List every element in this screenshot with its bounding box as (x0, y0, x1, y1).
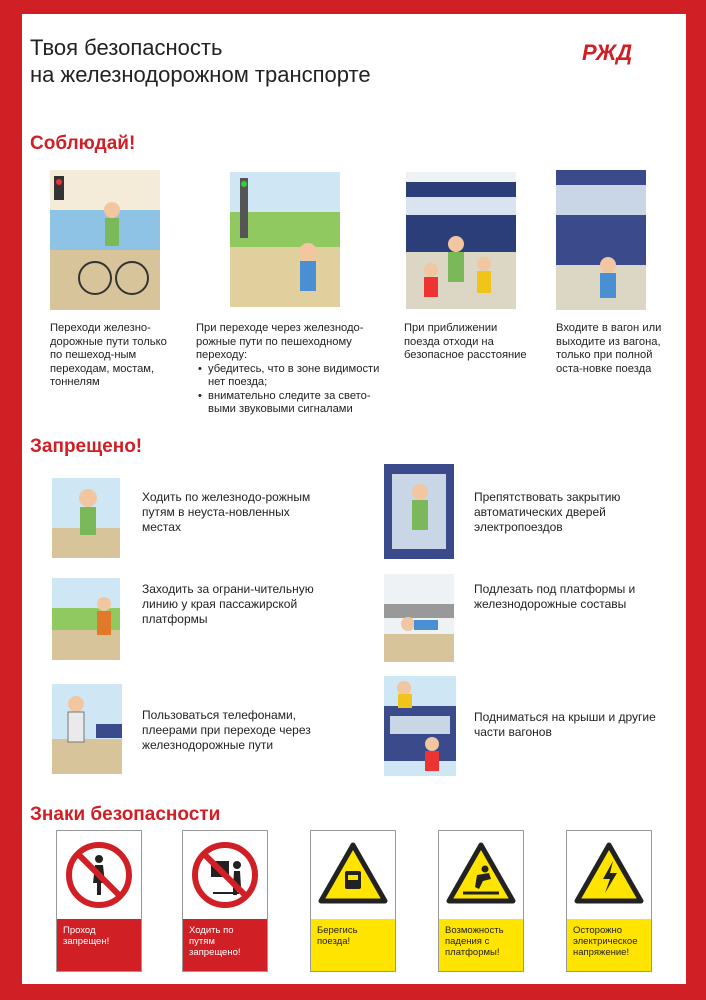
observe-illustration-3 (406, 172, 516, 309)
bullet-item: • внимательно следите за свето-выми звуковыми сигналами (208, 390, 396, 417)
climbing-roof-image (384, 676, 456, 776)
sign-label: Осторожно электрическое напряжение! (567, 919, 651, 971)
observe-caption-2-bullets (196, 363, 396, 417)
sign-no-passage (56, 830, 142, 972)
blocking-doors-image (384, 464, 454, 559)
platform-fall-icon (439, 831, 523, 915)
title-line-1: Твоя безопасность (30, 35, 223, 60)
sign-no-walking-tracks (182, 830, 268, 972)
forbidden-illustration-5 (52, 684, 122, 774)
title-line-2: на железнодорожном транспорте (30, 62, 371, 87)
observe-illustration-1 (50, 170, 160, 310)
approaching-train-image (406, 172, 516, 309)
beware-train-icon (311, 831, 395, 915)
walking-on-tracks-image (52, 478, 120, 558)
forbidden-text-1: Ходить по железнодо-рожным путям в неуста-новленных местах (142, 490, 311, 534)
cyclist-crossing-image (50, 170, 160, 310)
platform-edge-image (52, 578, 120, 660)
forbidden-text-2: Препятствовать закрытию автоматических дверей электропоездов (474, 490, 621, 534)
forbidden-heading: Запрещено! (30, 436, 143, 457)
high-voltage-icon (567, 831, 651, 915)
observe-illustration-2 (230, 172, 340, 307)
forbidden-illustration-2 (384, 464, 454, 559)
forbidden-text-6: Подниматься на крыши и другие части вагонов (474, 710, 656, 739)
rzd-logo (580, 36, 640, 66)
observe-caption-4: Входите в вагон или выходите из вагона, только при полной оста-новке поезда (556, 322, 662, 375)
sign-label: Ходить по путям запрещено! (183, 919, 267, 971)
observe-caption-2 (196, 322, 396, 417)
forbidden-illustration-3 (52, 578, 120, 660)
sign-label: Проход запрещен! (57, 919, 141, 971)
sign-platform-fall (438, 830, 524, 972)
forbidden-text-3: Заходить за ограни-чительную линию у края пассажирской платформы (142, 582, 314, 626)
train-boarding-image (556, 170, 646, 310)
sign-label: Возможность падения с платформы! (439, 919, 523, 971)
forbidden-text-5: Пользоваться телефонами, плеерами при переходе через железнодорожные пути (142, 708, 311, 752)
observe-heading: Соблюдай! (30, 133, 136, 154)
forbidden-illustration-6 (384, 676, 456, 776)
crawling-under-image (384, 574, 454, 662)
signs-heading: Знаки безопасности (30, 804, 221, 825)
forbidden-illustration-1 (52, 478, 120, 558)
bullet-item: • убедитесь, что в зоне видимости нет поезда; (208, 363, 396, 390)
poster-title (30, 34, 371, 88)
logo-text: РЖД (582, 40, 633, 65)
pedestrian-crossing-image (230, 172, 340, 307)
sign-high-voltage (566, 830, 652, 972)
sign-label: Берегись поезда! (311, 919, 395, 971)
observe-caption-2-text: При переходе через железнодо-рожные пути по пешеходному переходу: (196, 322, 364, 361)
observe-caption-3: При приближении поезда отходи на безопасное расстояние (404, 322, 527, 361)
observe-caption-1: Переходи железно-дорожные пути только по пешеход-ным переходам, мостам, тоннелям (50, 322, 167, 388)
no-walking-on-tracks-icon (183, 831, 267, 915)
no-passage-icon (57, 831, 141, 915)
forbidden-illustration-4 (384, 574, 454, 662)
sign-beware-train (310, 830, 396, 972)
phone-on-tracks-image (52, 684, 122, 774)
forbidden-text-4: Подлезать под платформы и железнодорожные составы (474, 582, 636, 611)
observe-illustration-4 (556, 170, 646, 310)
